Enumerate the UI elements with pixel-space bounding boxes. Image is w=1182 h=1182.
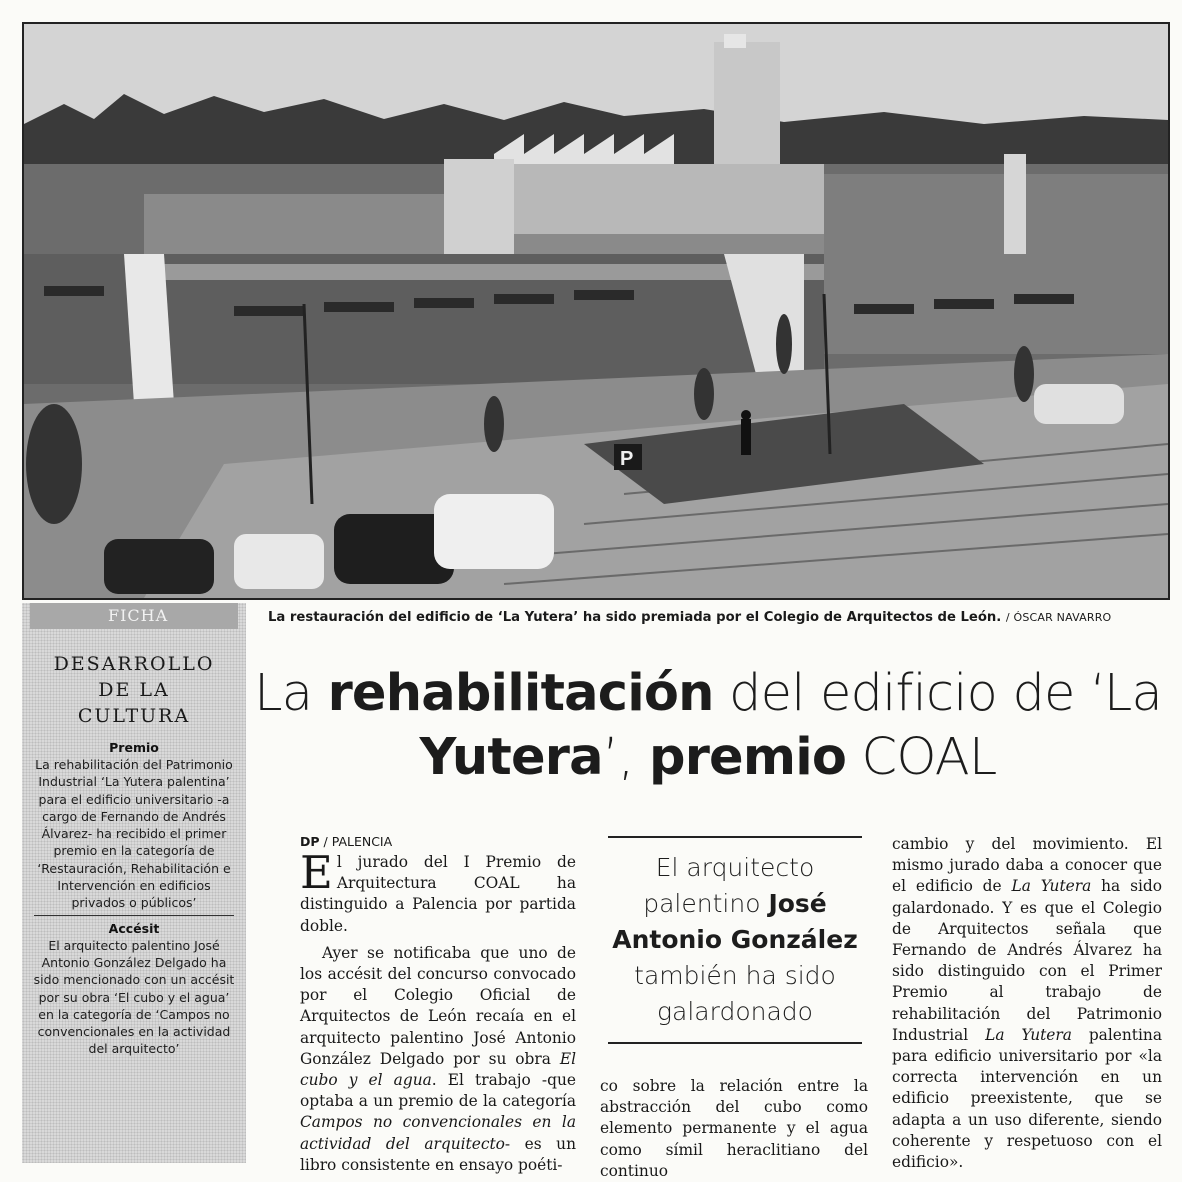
info-box — [22, 603, 246, 1163]
info-box-label: FICHA — [30, 603, 238, 629]
paragraph-text: Ayer se notificaba que uno de los accésit del concurso convocado por el Colegio Oficial de Arquitectos de León recaía en el arquitecto palentino José Antonio González Delgado por su obra — [300, 943, 576, 1068]
award-heading: Premio — [109, 740, 159, 755]
headline-bold: Yutera — [419, 728, 603, 787]
parking-sign-text: P — [620, 448, 634, 470]
work-title: El cubo y el agua — [300, 1049, 576, 1090]
caption-text: La restauración del edificio de ‘La Yutera’ ha sido premiada por el Colegio de Arquitectos de León. — [268, 610, 1002, 625]
article-column-1 — [300, 834, 576, 1176]
info-box-title-line: DE LA — [98, 679, 170, 701]
category-name: Campos no convencionales en la actividad del arquitecto — [300, 1113, 576, 1153]
drop-cap: E — [300, 846, 333, 899]
paragraph — [300, 846, 576, 937]
paragraph-text: cambio y del movimiento. El mismo jurado daba a conocer que el edificio de — [892, 835, 1162, 896]
building-name: La Yutera — [1011, 877, 1092, 896]
paragraph — [300, 943, 576, 1176]
headline-bold: premio — [649, 728, 847, 787]
article-photo — [22, 22, 1170, 600]
byline-agency: DP — [300, 834, 320, 849]
pull-quote-text: también ha sido galardonado — [634, 961, 836, 1026]
byline-place: / PALENCIA — [319, 834, 393, 849]
headline-part: ’, — [602, 728, 649, 787]
info-box-title — [30, 651, 238, 729]
headline-part: La — [254, 664, 328, 723]
article-column-3 — [892, 834, 1162, 1173]
info-box-title-line: DESARROLLO — [53, 653, 215, 675]
divider — [34, 915, 234, 916]
accesit-heading: Accésit — [108, 920, 160, 936]
headline-part: COAL — [846, 728, 997, 787]
accesit-text: El arquitecto palentino José Antonio González Delgado ha sido mencionado con un accésit por su obra ‘El cubo y el agua’ en la categoría de ‘Campos no convencionales en la actividad del arquitecto’ — [33, 937, 235, 1057]
pull-quote-bold: José Antonio González — [612, 889, 858, 954]
building-photo-illustration — [24, 24, 1168, 598]
photo-caption — [268, 610, 1148, 625]
paragraph-text: . El trabajo -que optaba a un premio de la categoría — [300, 1071, 576, 1111]
byline — [300, 834, 576, 850]
award-text: La rehabilitación del Patrimonio Industrial ‘La Yutera palentina’ para el edificio universitario -a cargo de Fernando de Andrés Álvarez- ha recibido el primer premio en la categoría de ‘Restauración, Rehabilitación e Intervención en edificios privados o públicos’ — [35, 757, 233, 911]
paragraph-text: ha sido galardonado. Y es que el Colegio de Arquitectos señala que Fernando de Andrés Álvarez ha sido distinguido con el Primer Premio al trabajo de rehabilitación del Patrimonio Industrial — [892, 877, 1163, 1044]
info-box-title-line: CULTURA — [77, 705, 191, 727]
paragraph-text: - es un libro consistente en ensayo poéti- — [300, 1134, 576, 1174]
paragraph-text: palentina para edificio universitario por «la correcta intervención en un edificio preexistente, que se adapta a un uso diferente, siendo coherente y respetuoso con el edificio». — [892, 1025, 1163, 1172]
headline — [248, 662, 1168, 790]
building-name: La Yutera — [985, 1025, 1072, 1044]
pull-quote — [608, 836, 862, 1044]
headline-bold: rehabilitación — [327, 664, 714, 723]
headline-part: del edificio de ‘La — [713, 664, 1162, 723]
paragraph-text: co sobre la relación entre la abstracción del cubo como elemento permanente y el agua como símil heraclitiano del continuo — [600, 1077, 868, 1180]
photo-credit: / ÓSCAR NAVARRO — [1005, 611, 1112, 624]
article-column-2 — [600, 1076, 868, 1182]
paragraph-text: l jurado del I Premio de Arquitectura COAL ha distinguido a Palencia por partida doble. — [300, 853, 576, 935]
pull-quote-text: El arquitecto palentino — [643, 853, 815, 918]
